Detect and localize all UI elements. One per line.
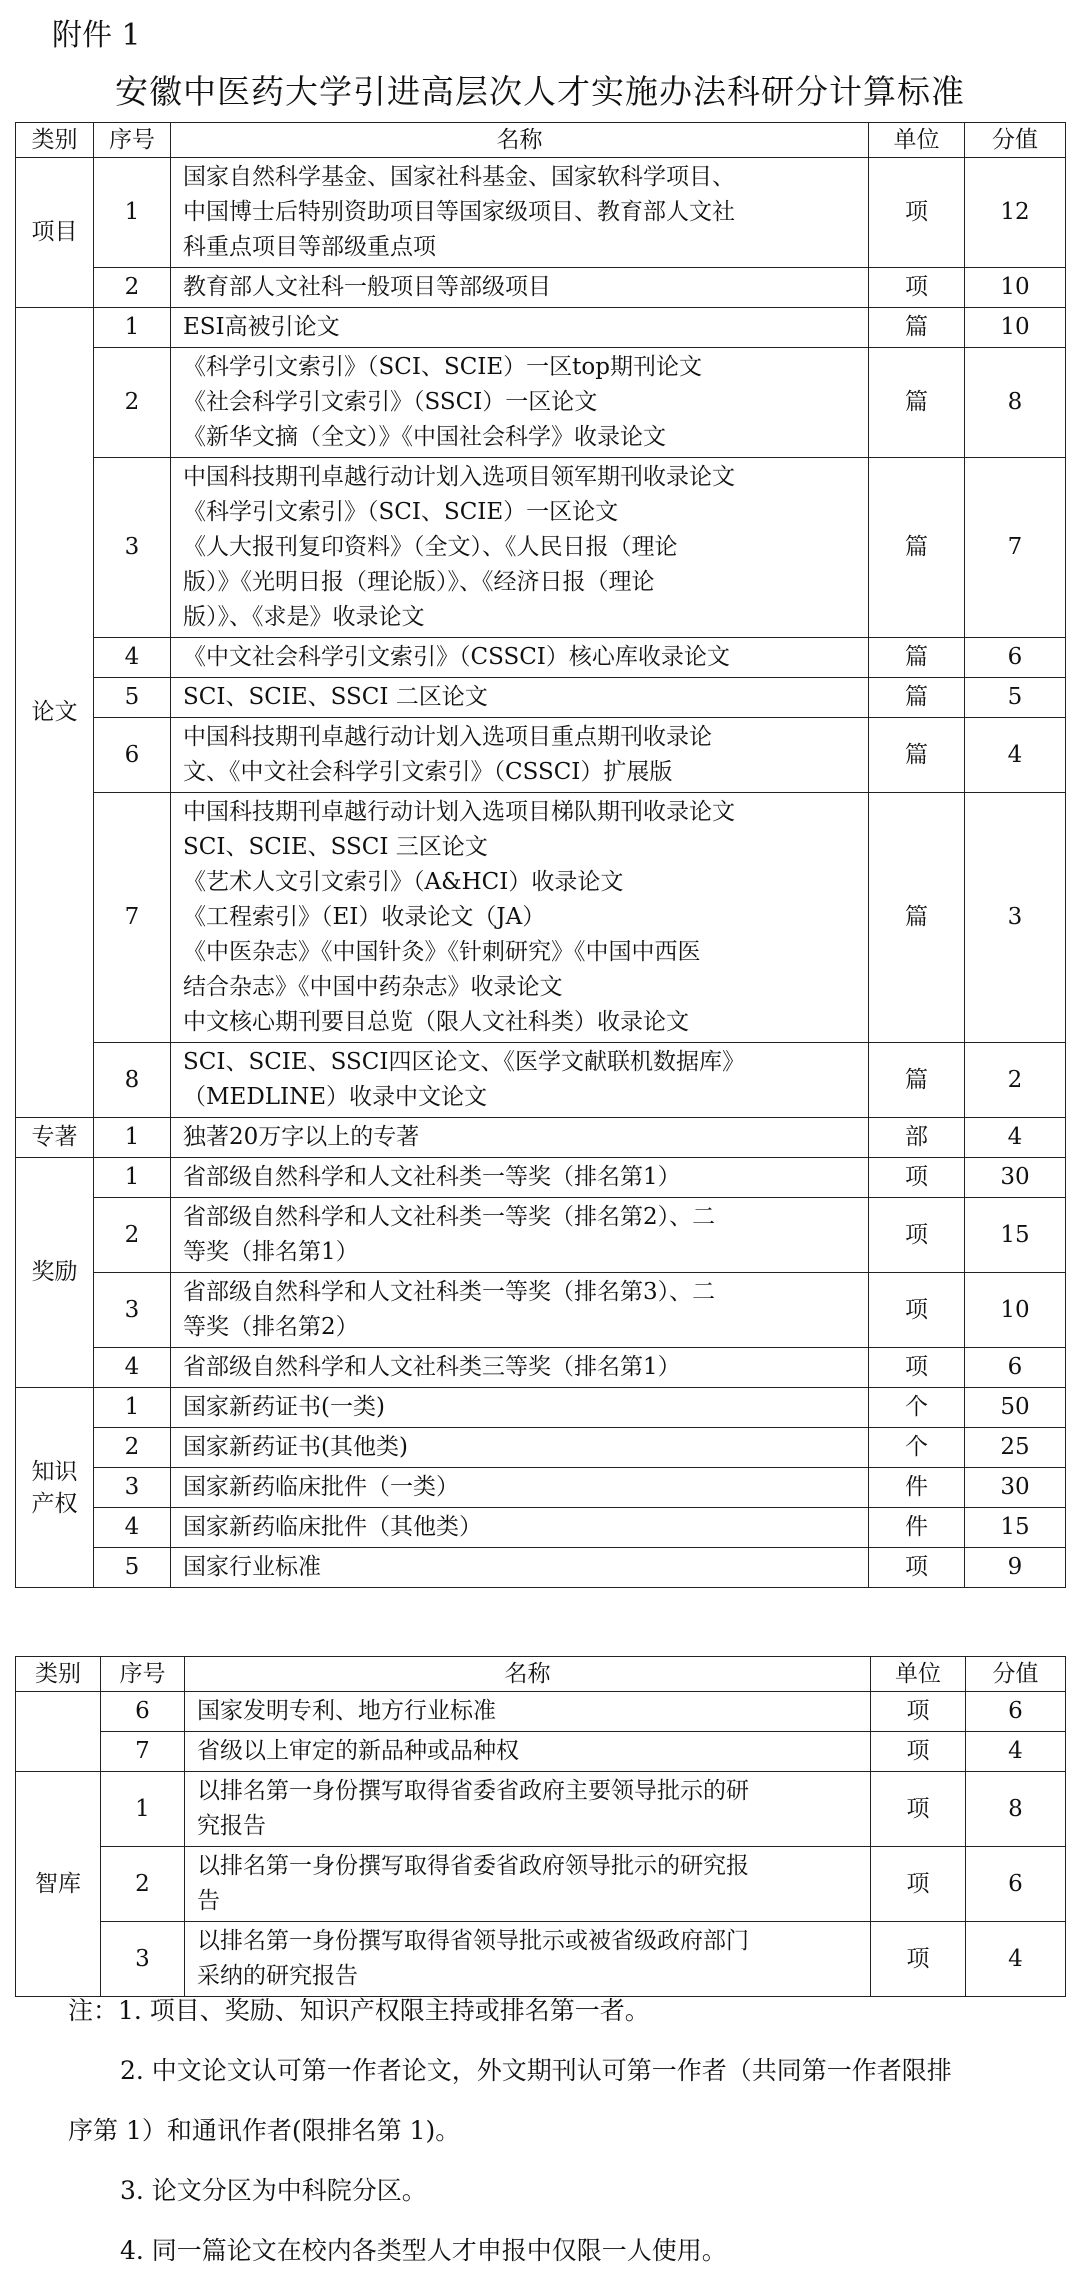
name-cell xyxy=(185,1772,871,1847)
seq-cell: 3 xyxy=(94,458,171,638)
header-name: 名称 xyxy=(171,123,869,158)
score-cell: 30 xyxy=(965,1158,1066,1198)
header-seq: 序号 xyxy=(101,1657,185,1692)
score-cell: 25 xyxy=(965,1428,1066,1468)
name-cell xyxy=(171,1508,869,1548)
unit-cell: 项 xyxy=(871,1922,966,1997)
name-line: 《中文社会科学引文索引》（CSSCI）核心库收录论文 xyxy=(183,644,730,670)
name-line: 国家行业标准 xyxy=(183,1554,321,1580)
header-category: 类别 xyxy=(16,123,94,158)
document-title: 安徽中医药大学引进高层次人才实施办法科研分计算标准 xyxy=(115,72,965,111)
table-row xyxy=(16,1198,1066,1273)
table-row xyxy=(16,1273,1066,1348)
table-row xyxy=(16,793,1066,1043)
header-category: 类别 xyxy=(16,1657,101,1692)
name-cell xyxy=(171,458,869,638)
name-line: 国家新药临床批件（其他类） xyxy=(183,1514,482,1540)
table-row xyxy=(16,158,1066,268)
header-name: 名称 xyxy=(185,1657,871,1692)
score-cell: 50 xyxy=(965,1388,1066,1428)
table-row xyxy=(16,268,1066,308)
unit-cell: 项 xyxy=(869,1273,965,1348)
header-unit: 单位 xyxy=(869,123,965,158)
seq-cell: 1 xyxy=(94,1118,171,1158)
seq-cell: 7 xyxy=(94,793,171,1043)
table-row xyxy=(16,1348,1066,1388)
name-line: 究报告 xyxy=(197,1813,266,1839)
seq-cell: 8 xyxy=(94,1043,171,1118)
name-line: 省部级自然科学和人文社科类一等奖（排名第2）、二 xyxy=(183,1204,716,1230)
name-line: 省部级自然科学和人文社科类一等奖（排名第3）、二 xyxy=(183,1279,716,1305)
unit-cell: 项 xyxy=(871,1692,966,1732)
attachment-label: 附件 1 xyxy=(52,18,141,53)
seq-cell: 3 xyxy=(94,1273,171,1348)
score-cell: 15 xyxy=(965,1198,1066,1273)
table-row xyxy=(16,678,1066,718)
name-line: 教育部人文社科一般项目等部级项目 xyxy=(183,274,551,300)
name-cell xyxy=(185,1922,871,1997)
unit-cell: 项 xyxy=(869,1158,965,1198)
name-line: 告 xyxy=(197,1888,220,1914)
unit-cell: 部 xyxy=(869,1118,965,1158)
name-cell xyxy=(171,718,869,793)
unit-cell: 项 xyxy=(869,158,965,268)
category-cell: 专著 xyxy=(16,1118,94,1158)
table-row xyxy=(16,348,1066,458)
unit-cell: 篇 xyxy=(869,348,965,458)
seq-cell: 1 xyxy=(94,158,171,268)
name-line: 国家新药证书(一类) xyxy=(183,1394,385,1420)
name-line: 等奖（排名第1） xyxy=(183,1239,359,1265)
name-line: 《新华文摘（全文）》《中国社会科学》收录论文 xyxy=(183,424,666,450)
score-cell: 4 xyxy=(966,1732,1066,1772)
unit-cell: 篇 xyxy=(869,1043,965,1118)
name-line: 独著20万字以上的专著 xyxy=(183,1124,420,1150)
score-cell: 9 xyxy=(965,1548,1066,1588)
name-line: 《科学引文索引》（SCI、SCIE）一区论文 xyxy=(183,499,619,525)
unit-cell: 项 xyxy=(869,268,965,308)
score-cell: 6 xyxy=(965,1348,1066,1388)
table-row xyxy=(16,1847,1066,1922)
name-cell xyxy=(171,158,869,268)
unit-cell: 项 xyxy=(871,1847,966,1922)
score-cell: 6 xyxy=(966,1692,1066,1732)
score-cell: 8 xyxy=(966,1772,1066,1847)
name-line: 省级以上审定的新品种或品种权 xyxy=(197,1738,519,1764)
name-line: 中国科技期刊卓越行动计划入选项目梯队期刊收录论文 xyxy=(183,799,735,825)
seq-cell: 1 xyxy=(94,1158,171,1198)
table-row xyxy=(16,1428,1066,1468)
name-cell xyxy=(171,1348,869,1388)
name-line: 《人大报刊复印资料》（全文）、《人民日报（理论 xyxy=(183,534,678,560)
name-cell xyxy=(171,1043,869,1118)
name-line: SCI、SCIE、SSCI 三区论文 xyxy=(183,834,488,860)
table-row xyxy=(16,718,1066,793)
table-row xyxy=(16,1118,1066,1158)
name-line: 采纳的研究报告 xyxy=(197,1963,358,1989)
score-cell: 2 xyxy=(965,1043,1066,1118)
note-4: 4. 同一篇论文在校内各类型人才申报中仅限一人使用。 xyxy=(120,2236,727,2265)
score-cell: 4 xyxy=(966,1922,1066,1997)
score-table-part2 xyxy=(15,1656,1066,1997)
name-cell xyxy=(171,1158,869,1198)
seq-cell: 3 xyxy=(94,1468,171,1508)
score-cell: 7 xyxy=(965,458,1066,638)
unit-cell: 篇 xyxy=(869,308,965,348)
table-row xyxy=(16,1468,1066,1508)
seq-cell: 2 xyxy=(94,268,171,308)
score-cell: 10 xyxy=(965,268,1066,308)
header-unit: 单位 xyxy=(871,1657,966,1692)
note-3: 3. 论文分区为中科院分区。 xyxy=(120,2176,427,2205)
unit-cell: 项 xyxy=(869,1348,965,1388)
name-cell xyxy=(171,1118,869,1158)
name-line: 《社会科学引文索引》（SSCI）一区论文 xyxy=(183,389,598,415)
score-cell: 12 xyxy=(965,158,1066,268)
seq-cell: 4 xyxy=(94,1348,171,1388)
name-line: 文、《中文社会科学引文索引》（CSSCI）扩展版 xyxy=(183,759,673,785)
seq-cell: 1 xyxy=(94,1388,171,1428)
name-line: ESI高被引论文 xyxy=(183,314,340,340)
unit-cell: 篇 xyxy=(869,718,965,793)
name-cell xyxy=(171,1388,869,1428)
name-cell xyxy=(171,1198,869,1273)
table-row xyxy=(16,1388,1066,1428)
seq-cell: 2 xyxy=(101,1847,185,1922)
name-cell xyxy=(171,1548,869,1588)
unit-cell: 个 xyxy=(869,1388,965,1428)
category-cell: 项目 xyxy=(16,158,94,308)
table-body xyxy=(16,158,1066,1588)
table-header-row xyxy=(16,123,1066,158)
name-cell xyxy=(171,793,869,1043)
score-cell: 6 xyxy=(966,1847,1066,1922)
unit-cell: 项 xyxy=(869,1548,965,1588)
table-header-row xyxy=(16,1657,1066,1692)
table-row xyxy=(16,1508,1066,1548)
name-line: 《科学引文索引》（SCI、SCIE）一区top期刊论文 xyxy=(183,354,702,380)
score-cell: 10 xyxy=(965,1273,1066,1348)
category-cell: 知识产权 xyxy=(16,1388,94,1588)
unit-cell: 项 xyxy=(869,1198,965,1273)
seq-cell: 2 xyxy=(94,1198,171,1273)
table-row xyxy=(16,1772,1066,1847)
name-line: 中国科技期刊卓越行动计划入选项目领军期刊收录论文 xyxy=(183,464,735,490)
score-cell: 15 xyxy=(965,1508,1066,1548)
score-cell: 30 xyxy=(965,1468,1066,1508)
score-cell: 4 xyxy=(965,1118,1066,1158)
table-row xyxy=(16,1043,1066,1118)
score-table-part1 xyxy=(15,122,1066,1588)
name-line: 国家发明专利、地方行业标准 xyxy=(197,1698,496,1724)
table-row xyxy=(16,308,1066,348)
name-line: 版）》《光明日报（理论版）》、《经济日报（理论 xyxy=(183,569,655,595)
name-cell xyxy=(171,268,869,308)
name-line: 《中医杂志》《中国针灸》《针刺研究》《中国中西医 xyxy=(183,939,701,965)
name-cell xyxy=(171,1428,869,1468)
name-line: 科重点项目等部级重点项 xyxy=(183,234,436,260)
name-line: 《艺术人文引文索引》（A&HCI）收录论文 xyxy=(183,869,624,895)
name-line: SCI、SCIE、SSCI 二区论文 xyxy=(183,684,488,710)
name-line: 中国科技期刊卓越行动计划入选项目重点期刊收录论 xyxy=(183,724,712,750)
score-cell: 5 xyxy=(965,678,1066,718)
seq-cell: 2 xyxy=(94,348,171,458)
note-1: 注：1. 项目、奖励、知识产权限主持或排名第一者。 xyxy=(68,1996,650,2025)
name-cell xyxy=(171,1468,869,1508)
seq-cell: 7 xyxy=(101,1732,185,1772)
seq-cell: 3 xyxy=(101,1922,185,1997)
name-line: 以排名第一身份撰写取得省委省政府主要领导批示的研 xyxy=(197,1778,749,1804)
name-line: 以排名第一身份撰写取得省委省政府领导批示的研究报 xyxy=(197,1853,749,1879)
category-cell: 智库 xyxy=(16,1772,101,1997)
name-cell xyxy=(185,1692,871,1732)
name-cell xyxy=(171,638,869,678)
name-cell xyxy=(171,678,869,718)
header-score: 分值 xyxy=(965,123,1066,158)
name-line: 版）》、《求是》收录论文 xyxy=(183,604,425,630)
note-2-cont: 序第 1）和通讯作者(限排名第 1)。 xyxy=(68,2116,461,2145)
unit-cell: 篇 xyxy=(869,678,965,718)
seq-cell: 1 xyxy=(101,1772,185,1847)
name-cell xyxy=(171,308,869,348)
table-row xyxy=(16,1158,1066,1198)
seq-cell: 1 xyxy=(94,308,171,348)
name-line: 省部级自然科学和人文社科类三等奖（排名第1） xyxy=(183,1354,681,1380)
name-line: 《工程索引》（EI）收录论文（JA） xyxy=(183,904,546,930)
unit-cell: 件 xyxy=(869,1468,965,1508)
name-line: 以排名第一身份撰写取得省领导批示或被省级政府部门 xyxy=(197,1928,749,1954)
name-line: 等奖（排名第2） xyxy=(183,1314,359,1340)
name-line: 中国博士后特别资助项目等国家级项目、教育部人文社 xyxy=(183,199,735,225)
unit-cell: 个 xyxy=(869,1428,965,1468)
unit-cell: 篇 xyxy=(869,458,965,638)
name-line: SCI、SCIE、SSCI四区论文、《医学文献联机数据库》 xyxy=(183,1049,745,1075)
name-line: 省部级自然科学和人文社科类一等奖（排名第1） xyxy=(183,1164,681,1190)
name-cell xyxy=(185,1732,871,1772)
table-body xyxy=(16,1692,1066,1997)
name-line: 中文核心期刊要目总览（限人文社科类）收录论文 xyxy=(183,1009,689,1035)
unit-cell: 篇 xyxy=(869,638,965,678)
name-line: 结合杂志》《中国中药杂志》收录论文 xyxy=(183,974,563,1000)
table-row xyxy=(16,638,1066,678)
unit-cell: 项 xyxy=(871,1732,966,1772)
seq-cell: 5 xyxy=(94,1548,171,1588)
name-line: 国家自然科学基金、国家社科基金、国家软科学项目、 xyxy=(183,164,735,190)
score-cell: 4 xyxy=(965,718,1066,793)
score-cell: 6 xyxy=(965,638,1066,678)
seq-cell: 6 xyxy=(101,1692,185,1732)
name-cell xyxy=(171,348,869,458)
score-cell: 10 xyxy=(965,308,1066,348)
seq-cell: 6 xyxy=(94,718,171,793)
category-cell: 奖励 xyxy=(16,1158,94,1388)
table-row xyxy=(16,1548,1066,1588)
name-line: 国家新药临床批件（一类） xyxy=(183,1474,459,1500)
unit-cell: 件 xyxy=(869,1508,965,1548)
header-score: 分值 xyxy=(966,1657,1066,1692)
name-line: （MEDLINE）收录中文论文 xyxy=(183,1084,488,1110)
name-cell xyxy=(185,1847,871,1922)
unit-cell: 篇 xyxy=(869,793,965,1043)
seq-cell: 5 xyxy=(94,678,171,718)
score-cell: 3 xyxy=(965,793,1066,1043)
name-line: 国家新药证书(其他类) xyxy=(183,1434,408,1460)
header-seq: 序号 xyxy=(94,123,171,158)
category-cell: 论文 xyxy=(16,308,94,1118)
note-2: 2. 中文论文认可第一作者论文，外文期刊认可第一作者（共同第一作者限排 xyxy=(120,2056,952,2085)
table-row xyxy=(16,1922,1066,1997)
seq-cell: 2 xyxy=(94,1428,171,1468)
table-row xyxy=(16,458,1066,638)
unit-cell: 项 xyxy=(871,1772,966,1847)
seq-cell: 4 xyxy=(94,638,171,678)
category-cell xyxy=(16,1692,101,1772)
seq-cell: 4 xyxy=(94,1508,171,1548)
name-cell xyxy=(171,1273,869,1348)
score-cell: 8 xyxy=(965,348,1066,458)
table-row xyxy=(16,1692,1066,1732)
table-row xyxy=(16,1732,1066,1772)
